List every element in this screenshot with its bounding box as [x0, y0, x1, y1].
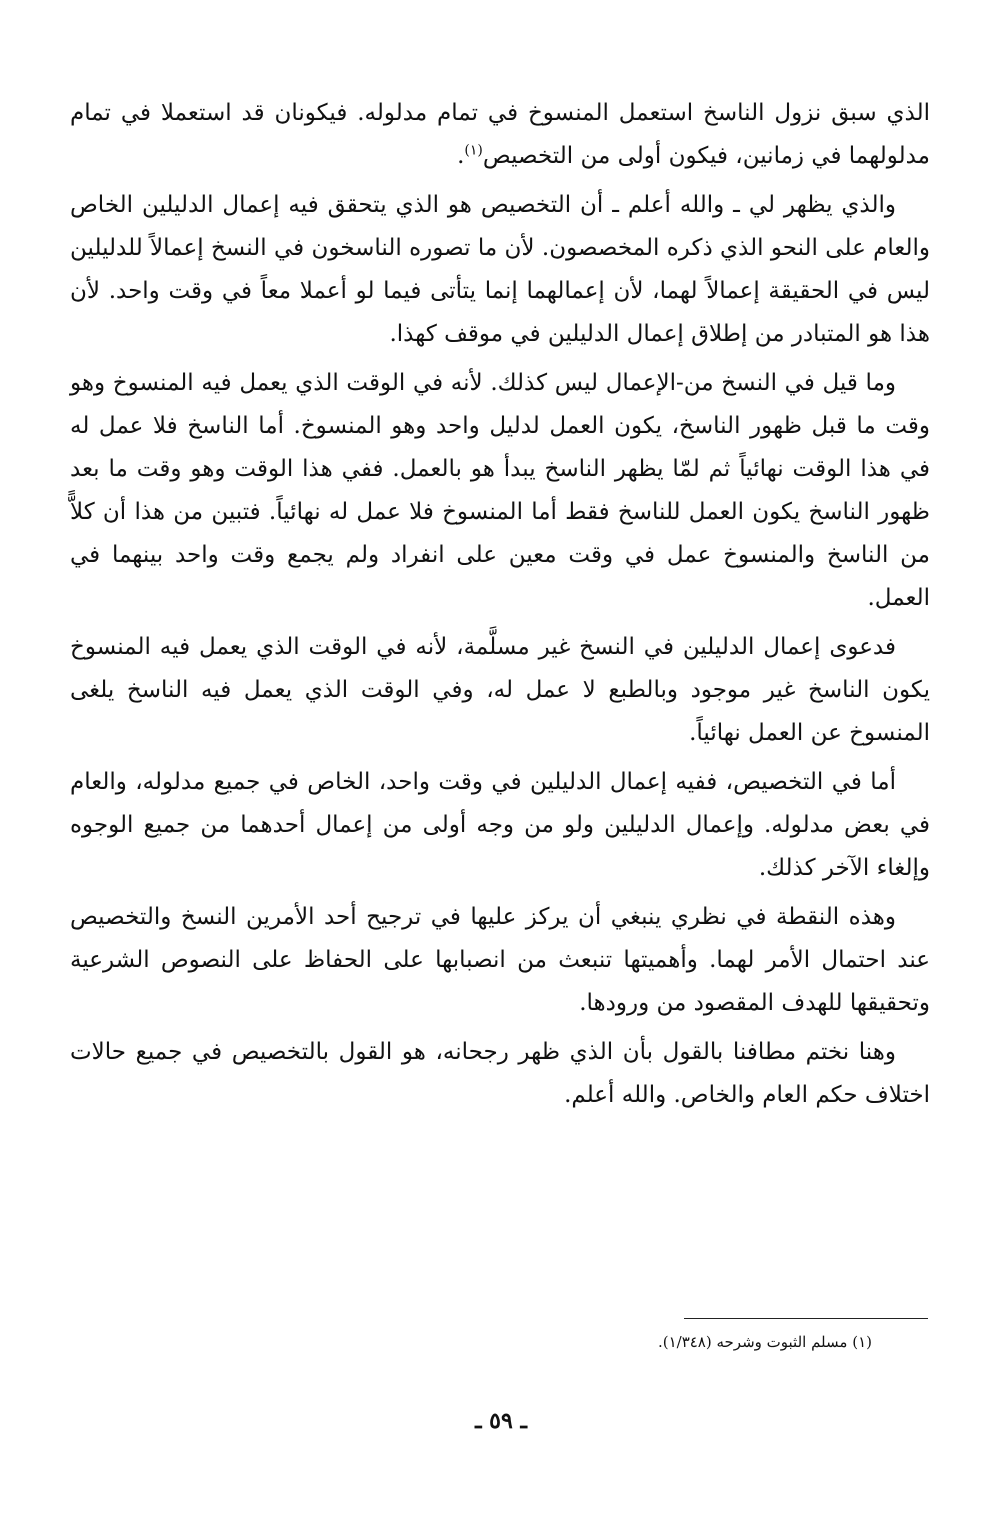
paragraph-1-end: .	[457, 143, 465, 169]
paragraph-3: وما قيل في النسخ من-الإعمال ليس كذلك. لأنه في الوقت الذي يعمل فيه المنسوخ وهو وقت ما قبل ظهور الناسخ، يكون العمل لدليل واحد وهو المنسوخ. أما الناسخ فلا عمل له في هذا الوقت نهائياً ثم لمّا يظهر الناسخ يبدأ هو بالعمل. ففي هذا الوقت وهو وقت ما بعد ظهور الناسخ يكون العمل للناسخ فقط أما المنسوخ فلا عمل له نهائياً. فتبين من هذا أن كلاًّ من الناسخ والمنسوخ عمل في وقت معين على انفراد ولم يجمع وقت واحد بينهما في العمل.	[70, 370, 930, 611]
paragraph-7: وهنا نختم مطافنا بالقول بأن الذي ظهر رجحانه، هو القول بالتخصيص في جميع حالات اختلاف حكم العام والخاص. والله أعلم.	[70, 1039, 930, 1108]
paragraph-4: فدعوى إعمال الدليلين في النسخ غير مسلَّمة، لأنه في الوقت الذي يعمل فيه المنسوخ يكون الناسخ غير موجود وبالطبع لا عمل له، وفي الوقت الذي يعمل فيه الناسخ يلغى المنسوخ عن العمل نهائياً.	[70, 634, 930, 746]
paragraph-1-text: الذي سبق نزول الناسخ استعمل المنسوخ في تمام مدلوله. فيكونان قد استعملا في تمام مدلولهما في زمانين، فيكون أولى من التخصيص	[70, 100, 930, 169]
main-text	[70, 92, 930, 1123]
footnote-reference[interactable]: (١)	[464, 142, 483, 159]
page-number: ـ ٥٩ ـ	[475, 1408, 527, 1434]
paragraph-5: أما في التخصيص، ففيه إعمال الدليلين في وقت واحد، الخاص في جميع مدلوله، والعام في بعض مدلوله. وإعمال الدليلين ولو من وجه أولى من إعمال أحدهما من جميع الوجوه وإلغاء الآخر كذلك.	[70, 769, 930, 881]
footnote: (١) مسلم الثبوت وشرحه (١/٣٤٨).	[657, 1333, 872, 1351]
paragraph-2: والذي يظهر لي ـ والله أعلم ـ أن التخصيص هو الذي يتحقق فيه إعمال الدليلين الخاص والعام على النحو الذي ذكره المخصصون. لأن ما تصوره الناسخون في النسخ إعمالاً للدليلين ليس في الحقيقة إعمالاً لهما، لأن إعمالهما إنما يتأتى فيما لو أعملا معاً في وقت واحد. لأن هذا هو المتبادر من إطلاق إعمال الدليلين في موقف كهذا.	[70, 192, 930, 347]
paragraph-1	[70, 92, 930, 178]
paragraph-6: وهذه النقطة في نظري ينبغي أن يركز عليها في ترجيح أحد الأمرين النسخ والتخصيص عند احتمال الأمر لهما. وأهميتها تنبعث من انصبابها على الحفاظ على النصوص الشرعية وتحقيقها للهدف المقصود من ورودها.	[70, 904, 930, 1016]
footnote-divider	[684, 1318, 928, 1319]
